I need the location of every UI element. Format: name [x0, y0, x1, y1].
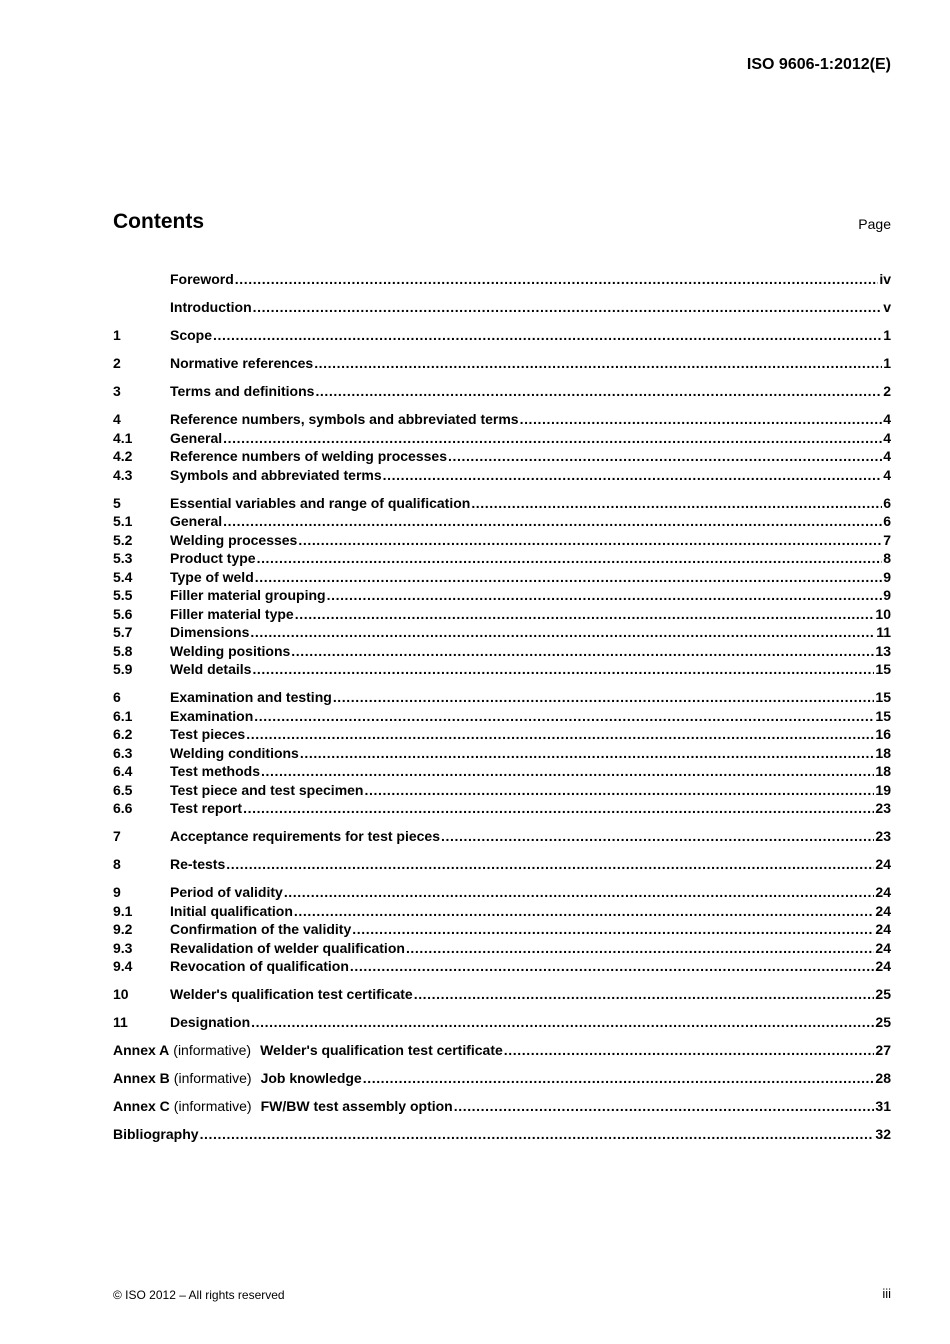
toc-entry-title: Revalidation of welder qualification	[170, 939, 405, 956]
toc-bibliography-entry[interactable]	[113, 1125, 891, 1144]
toc-entry-page: 4	[883, 429, 891, 446]
toc-entry[interactable]	[113, 920, 891, 939]
toc-dot-leader	[333, 688, 875, 707]
toc-dot-leader	[261, 762, 874, 781]
toc-dot-leader	[255, 568, 882, 587]
toc-entry-number: 9.2	[113, 921, 133, 937]
toc-dot-leader	[223, 429, 882, 448]
toc-entry-title: Dimensions	[170, 624, 250, 640]
toc-entry-page: 19	[875, 781, 891, 798]
toc-dot-leader	[314, 354, 882, 373]
toc-entry-page: 8	[883, 550, 891, 566]
toc-dot-leader	[243, 799, 874, 818]
toc-entry[interactable]	[113, 623, 891, 642]
toc-entry-page: 1	[883, 327, 891, 343]
toc-entry-number: 4.1	[113, 429, 133, 446]
toc-entry-number: 9.4	[113, 958, 133, 974]
toc-entry-page: 25	[875, 1014, 891, 1030]
toc-entry[interactable]	[113, 568, 891, 587]
toc-entry-title: Reference numbers, symbols and abbreviated terms	[170, 411, 519, 427]
toc-entry-title: Symbols and abbreviated terms	[170, 466, 382, 483]
toc-entry-title: Designation	[170, 1014, 251, 1030]
toc-entry-page: 4	[883, 466, 891, 483]
toc-dot-leader	[251, 1013, 874, 1032]
toc-dot-leader	[246, 725, 874, 744]
annex-page: 27	[875, 1042, 891, 1058]
annex-type: (informative)	[173, 1042, 252, 1058]
toc-entry-number: 9.3	[113, 939, 133, 956]
toc-entry-number: 5.8	[113, 642, 133, 659]
toc-entry-number: 4.3	[113, 466, 133, 483]
toc-annex-entry[interactable]	[113, 1041, 891, 1060]
toc-dot-leader	[448, 447, 882, 466]
toc-entry-title: Test report	[170, 800, 243, 816]
toc-entry-page: 24	[875, 921, 891, 937]
toc-entry-page: 7	[883, 531, 891, 548]
toc-entry[interactable]	[113, 586, 891, 605]
toc-entry-title: Re-tests	[170, 856, 226, 872]
toc-entry-number: 4	[113, 411, 121, 427]
toc-dot-leader	[315, 382, 882, 401]
toc-entry[interactable]	[113, 326, 891, 345]
toc-entry-number: 6	[113, 689, 121, 705]
toc-annex-entry[interactable]	[113, 1097, 891, 1116]
annex-page: 28	[875, 1070, 891, 1086]
toc-entry-page: iv	[879, 271, 891, 287]
toc-entry[interactable]	[113, 781, 891, 800]
toc-entry-number: 5.9	[113, 661, 133, 677]
table-of-contents	[113, 270, 891, 1144]
toc-entry[interactable]	[113, 939, 891, 958]
toc-dot-leader	[298, 531, 882, 550]
toc-entry-page: 24	[875, 939, 891, 956]
toc-entry-number: 5.1	[113, 513, 133, 529]
toc-entry-number: 7	[113, 828, 121, 844]
toc-entry-number: 6.5	[113, 781, 133, 798]
toc-dot-leader	[200, 1125, 875, 1144]
toc-entry[interactable]	[113, 298, 891, 317]
toc-entry-title: Welding positions	[170, 642, 291, 659]
annex-label: Annex A	[113, 1042, 170, 1058]
toc-entry-title: Scope	[170, 327, 213, 343]
toc-dot-leader	[294, 902, 875, 921]
document-id: ISO 9606-1:2012(E)	[746, 56, 891, 73]
toc-entry[interactable]	[113, 957, 891, 976]
toc-entry-title: Acceptance requirements for test pieces	[170, 828, 440, 844]
toc-entry-page: 1	[883, 355, 891, 371]
toc-entry-title: Filler material grouping	[170, 587, 326, 603]
toc-entry-number: 11	[113, 1014, 128, 1030]
toc-dot-leader	[235, 270, 879, 289]
annex-title: FW/BW test assembly option	[260, 1098, 453, 1114]
toc-entry[interactable]	[113, 1013, 891, 1032]
toc-entry-page: 9	[883, 587, 891, 603]
toc-entry-page: 15	[875, 707, 891, 724]
toc-dot-leader	[223, 512, 882, 531]
toc-dot-leader	[291, 642, 874, 661]
toc-entry-title: Test pieces	[170, 726, 246, 742]
annex-page: 31	[875, 1098, 891, 1114]
annex-type: (informative)	[173, 1098, 252, 1114]
toc-entry[interactable]	[113, 762, 891, 781]
toc-entry-title: Product type	[170, 550, 256, 566]
toc-entry-page: 6	[883, 513, 891, 529]
toc-entry-title: General	[170, 429, 223, 446]
toc-dot-leader	[226, 855, 874, 874]
toc-dot-leader	[252, 660, 874, 679]
toc-entry-number: 5.5	[113, 587, 133, 603]
toc-entry-number: 1	[113, 327, 121, 343]
toc-entry[interactable]	[113, 549, 891, 568]
toc-entry-number: 6.3	[113, 744, 133, 761]
toc-entry-page: 2	[883, 383, 891, 399]
toc-entry-title: Introduction	[170, 299, 252, 315]
annex-label: Annex C	[113, 1098, 170, 1114]
toc-entry-number: 5.3	[113, 550, 133, 566]
toc-entry-number: 3	[113, 383, 121, 399]
toc-entry-page: 4	[883, 411, 891, 427]
annex-label: Annex B	[113, 1070, 170, 1086]
toc-entry-page: 24	[875, 884, 891, 900]
toc-entry-number: 6.6	[113, 800, 133, 816]
toc-dot-leader	[383, 466, 883, 485]
toc-entry-number: 9.1	[113, 902, 133, 919]
toc-entry[interactable]	[113, 902, 891, 921]
toc-entry-page: 13	[875, 642, 891, 659]
toc-entry-title: Test piece and test specimen	[170, 781, 364, 798]
toc-entry-page: 24	[875, 958, 891, 974]
toc-entry[interactable]	[113, 605, 891, 624]
toc-entry-page: 11	[876, 624, 891, 640]
toc-entry-page: 10	[875, 605, 891, 622]
toc-entry-title: Confirmation of the validity	[170, 921, 352, 937]
toc-dot-leader	[295, 605, 875, 624]
toc-entry[interactable]	[113, 494, 891, 513]
toc-entry[interactable]	[113, 883, 891, 902]
toc-dot-leader	[257, 549, 883, 568]
toc-dot-leader	[254, 707, 874, 726]
toc-dot-leader	[300, 744, 875, 763]
toc-entry[interactable]	[113, 799, 891, 818]
toc-entry-page: 23	[875, 800, 891, 816]
toc-entry-number: 6.4	[113, 763, 133, 779]
toc-entry-title: Reference numbers of welding processes	[170, 448, 447, 464]
bibliography-title: Bibliography	[113, 1126, 199, 1142]
toc-entry-page: 18	[875, 744, 891, 761]
toc-entry-title: Type of weld	[170, 568, 254, 585]
toc-entry-number: 2	[113, 355, 121, 371]
toc-entry-page: 9	[883, 568, 891, 585]
toc-entry[interactable]	[113, 855, 891, 874]
toc-entry[interactable]	[113, 354, 891, 373]
toc-entry-page: 4	[883, 448, 891, 464]
toc-entry-page: 15	[875, 689, 891, 705]
toc-entry-number: 4.2	[113, 448, 133, 464]
toc-entry-number: 5.2	[113, 531, 133, 548]
toc-entry[interactable]	[113, 447, 891, 466]
toc-entry-page: 24	[875, 902, 891, 919]
toc-entry[interactable]	[113, 985, 891, 1004]
toc-dot-leader	[327, 586, 883, 605]
toc-dot-leader	[213, 326, 882, 345]
annex-title: Welder's qualification test certificate	[260, 1042, 503, 1058]
toc-entry[interactable]	[113, 725, 891, 744]
toc-entry-number: 5.6	[113, 605, 133, 622]
toc-entry-title: Foreword	[170, 271, 234, 287]
toc-entry-title: Examination	[170, 707, 254, 724]
toc-entry[interactable]	[113, 531, 891, 550]
toc-entry-number: 10	[113, 986, 129, 1002]
toc-entry-title: Period of validity	[170, 884, 283, 900]
toc-dot-leader	[350, 957, 875, 976]
toc-entry[interactable]	[113, 512, 891, 531]
toc-entry[interactable]	[113, 382, 891, 401]
toc-entry-title: Examination and testing	[170, 689, 332, 705]
toc-entry[interactable]	[113, 744, 891, 763]
toc-dot-leader	[454, 1097, 875, 1116]
toc-entry-page: v	[883, 299, 891, 315]
toc-dot-leader	[414, 985, 875, 1004]
toc-entry-number: 6.2	[113, 726, 133, 742]
toc-entry-title: Weld details	[170, 661, 252, 677]
toc-entry-number: 5.7	[113, 624, 133, 640]
toc-entry-title: Essential variables and range of qualification	[170, 494, 471, 511]
toc-entry-title: Revocation of qualification	[170, 958, 349, 974]
toc-entry-number: 8	[113, 856, 121, 872]
toc-dot-leader	[253, 298, 883, 317]
toc-entry-page: 15	[875, 661, 891, 677]
toc-entry[interactable]	[113, 410, 891, 429]
contents-title: Contents	[113, 210, 204, 233]
toc-entry-title: Test methods	[170, 763, 260, 779]
toc-entry-number: 9	[113, 884, 121, 900]
toc-entry-title: Welding processes	[170, 531, 298, 548]
toc-dot-leader	[284, 883, 875, 902]
footer-copyright: © ISO 2012 – All rights reserved	[113, 1288, 285, 1302]
toc-entry-title: Terms and definitions	[170, 383, 315, 399]
toc-annex-entry[interactable]	[113, 1069, 891, 1088]
toc-entry[interactable]	[113, 466, 891, 485]
toc-dot-leader	[250, 623, 875, 642]
toc-entry-page: 6	[883, 494, 891, 511]
toc-entry[interactable]	[113, 688, 891, 707]
toc-entry-title: Welding conditions	[170, 744, 299, 761]
toc-entry-page: 18	[875, 763, 891, 779]
toc-entry-title: Filler material type	[170, 605, 294, 622]
toc-entry[interactable]	[113, 660, 891, 679]
toc-entry-page: 23	[875, 828, 891, 844]
annex-title: Job knowledge	[260, 1070, 362, 1086]
annex-type: (informative)	[173, 1070, 252, 1086]
toc-entry-title: Normative references	[170, 355, 314, 371]
toc-dot-leader	[406, 939, 874, 958]
toc-dot-leader	[520, 410, 883, 429]
toc-entry[interactable]	[113, 707, 891, 726]
toc-dot-leader	[352, 920, 874, 939]
toc-dot-leader	[364, 781, 874, 800]
toc-dot-leader	[363, 1069, 875, 1088]
toc-entry[interactable]	[113, 827, 891, 846]
toc-entry[interactable]	[113, 642, 891, 661]
toc-dot-leader	[471, 494, 882, 513]
toc-entry-title: Initial qualification	[170, 902, 293, 919]
toc-entry-title: General	[170, 513, 223, 529]
toc-entry-page: 16	[875, 726, 891, 742]
toc-entry-number: 5.4	[113, 568, 133, 585]
toc-entry-page: 25	[875, 986, 891, 1002]
toc-entry[interactable]	[113, 270, 891, 289]
toc-entry-number: 5	[113, 494, 121, 511]
toc-entry-number: 6.1	[113, 707, 133, 724]
toc-dot-leader	[504, 1041, 875, 1060]
toc-entry-page: 24	[875, 856, 891, 872]
footer-page-number: iii	[882, 1286, 891, 1301]
toc-entry-title: Welder's qualification test certificate	[170, 986, 413, 1002]
page-column-label: Page	[858, 216, 891, 232]
bibliography-page: 32	[875, 1126, 891, 1142]
toc-entry[interactable]	[113, 429, 891, 448]
toc-dot-leader	[441, 827, 874, 846]
